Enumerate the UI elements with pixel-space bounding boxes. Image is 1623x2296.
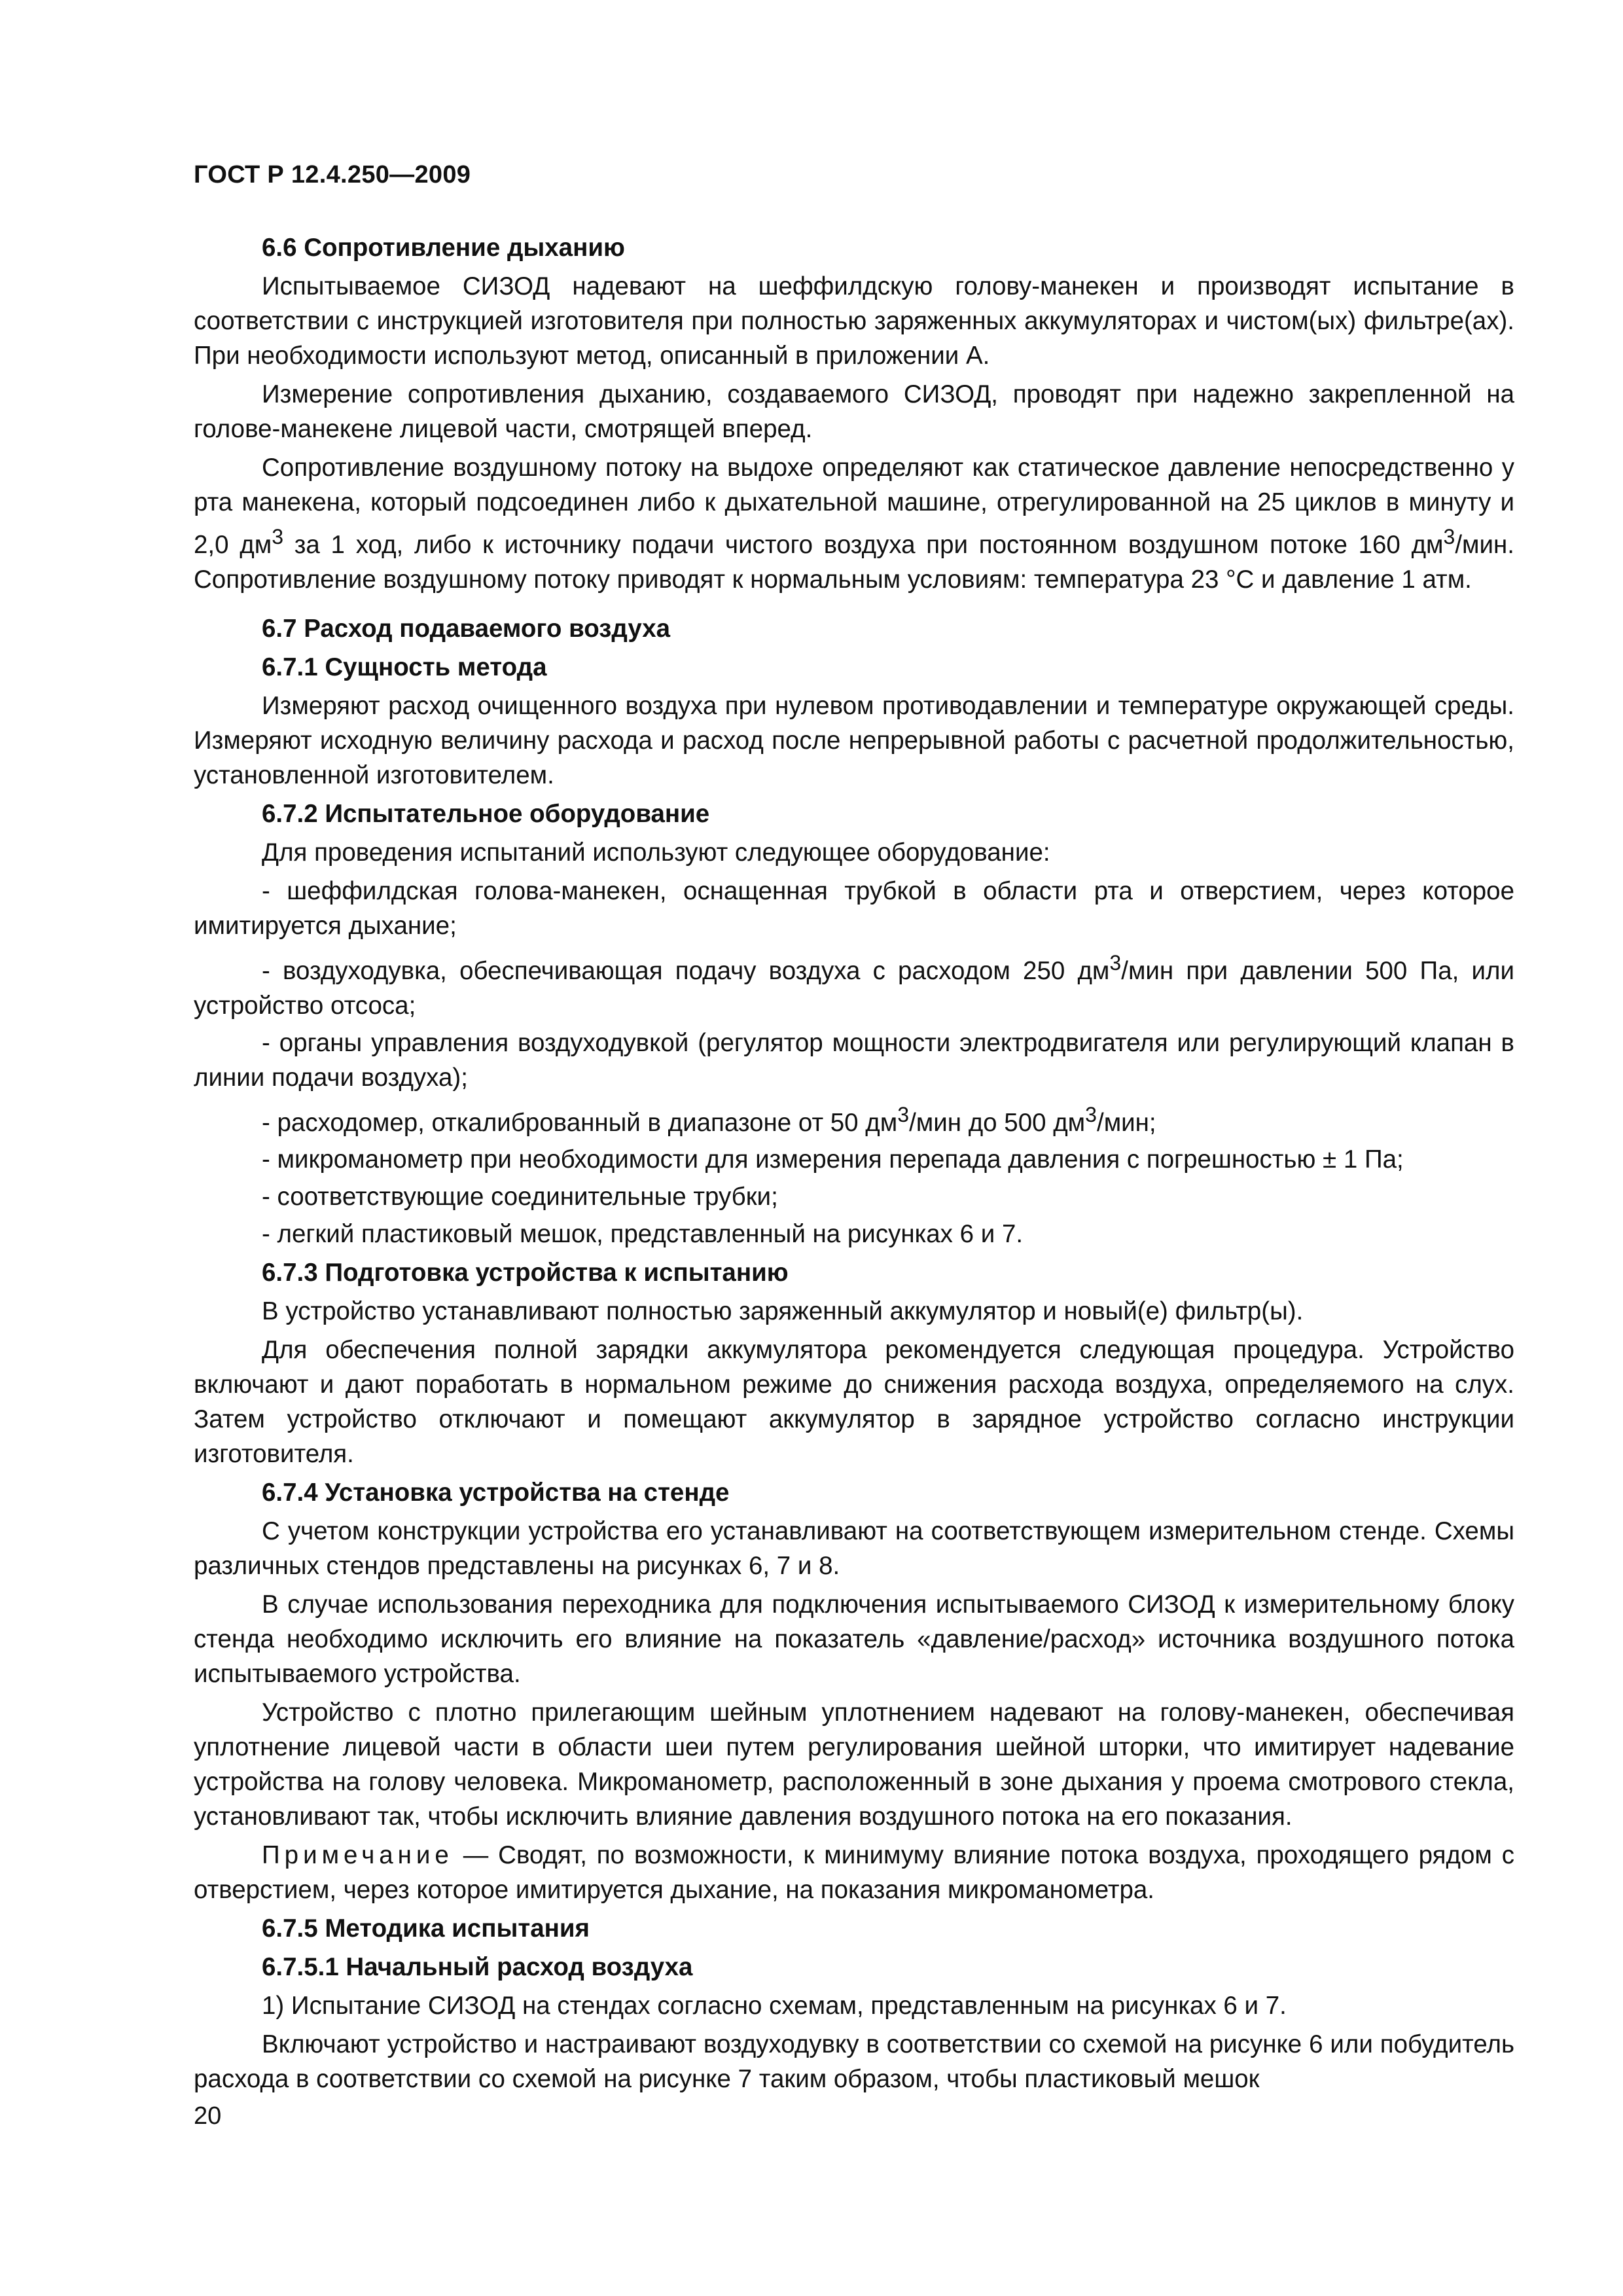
subsection-heading-6-7-3: 6.7.3 Подготовка устройства к испытанию [262, 1259, 789, 1287]
paragraph: Испытываемое СИЗОД надевают на шеффилдскую голову-манекен и производят испытание в соответствии с инструкцией изготовителя при полностью заряженных аккумуляторах и чистом(ых) фильтре(ах). При необходимости используют метод, описанный в приложении А. [194, 272, 1514, 370]
text-run: /мин при давлении 500 Па, или устройство отсоса; [194, 956, 1514, 1020]
superscript: 3 [272, 525, 284, 548]
superscript: 3 [1109, 950, 1122, 975]
text-run: за 1 ход, либо к источнику подачи чистого воздуха при постоянном воздушном потоке 160 дм [283, 530, 1444, 559]
section-heading-6-7: 6.7 Расход подаваемого воздуха [262, 614, 671, 643]
text-run: /мин; [1097, 1108, 1156, 1137]
section-heading-6-6: 6.6 Сопротивление дыханию [262, 234, 625, 262]
subsection-heading-6-7-1: 6.7.1 Сущность метода [262, 653, 547, 681]
subsection-heading-6-7-2: 6.7.2 Испытательное оборудование [262, 799, 710, 828]
text-run: - воздуходувка, обеспечивающая подачу воздуха с расходом 250 дм [262, 956, 1110, 985]
superscript: 3 [1085, 1102, 1097, 1126]
list-item: - органы управления воздуходувкой (регулятор мощности электродвигателя или регулирующий клапан в линии подачи воздуха); [194, 1028, 1514, 1092]
text-run: /мин. Сопротивление воздушному потоку приводят к нормальным условиям: температура 23 °С и давление 1 атм. [194, 530, 1514, 594]
paragraph: Измерение сопротивления дыханию, создаваемого СИЗОД, проводят при надежно закрепленной на голове-манекене лицевой части, смотрящей вперед. [194, 380, 1514, 443]
running-header: ГОСТ Р 12.4.250—2009 [194, 161, 471, 188]
paragraph [194, 450, 1514, 597]
list-item: - соответствующие соединительные трубки; [262, 1183, 778, 1211]
paragraph: С учетом конструкции устройства его устанавливают на соответствующем измерительном стенде. Схемы различных стендов представлены на рисунках 6, 7 и 8. [194, 1517, 1514, 1581]
text-run: Сопротивление воздушному потоку на выдохе определяют как статическое давление непосредственно у рта манекена, который подсоединен либо к дыхательной машине, отрегулированной на 25 циклов в минуту и 2,0 дм [194, 454, 1514, 559]
text-run: /мин до 500 дм [909, 1108, 1086, 1137]
paragraph: Измеряют расход очищенного воздуха при нулевом противодавлении и температуре окружающей среды. Измеряют исходную величину расхода и расход после непрерывной работы с расчетной продолжительностью, установленной изготовителем. [194, 691, 1514, 789]
list-item [194, 946, 1514, 1023]
paragraph: В случае использования переходника для подключения испытываемого СИЗОД к измерительному блоку стенда необходимо исключить его влияние на показатель «давление/расход» источника воздушного потока испытываемого устройства. [194, 1590, 1514, 1689]
note-text: — Сводят, по возможности, к минимуму влияние потока воздуха, проходящего рядом с отверстием, через которое имитируется дыхание, на показания микроманометра. [194, 1841, 1514, 1905]
page-content [194, 230, 1514, 2100]
note-label: Примечание [262, 1841, 454, 1870]
text-run: - расходомер, откалиброванный в диапазоне от 50 дм [262, 1108, 898, 1137]
note [194, 1838, 1514, 1907]
list-item [194, 1098, 1514, 1140]
page-number: 20 [194, 2102, 222, 2130]
subsection-heading-6-7-5: 6.7.5 Методика испытания [262, 1914, 590, 1943]
list-item: - микроманометр при необходимости для измерения перепада давления с погрешностью ± 1 Па; [262, 1145, 1404, 1174]
paragraph: Включают устройство и настраивают воздуходувку в соответствии со схемой на рисунке 6 или побудитель расхода в соответствии со схемой на рисунке 7 таким образом, чтобы пластиковый мешок [194, 2030, 1514, 2094]
paragraph: В устройство устанавливают полностью заряженный аккумулятор и новый(е) фильтр(ы). [262, 1297, 1304, 1326]
paragraph: Для проведения испытаний используют следующее оборудование: [262, 838, 1050, 867]
paragraph: Устройство с плотно прилегающим шейным уплотнением надевают на голову-манекен, обеспечивая уплотнение лицевой части в области шеи путем регулирования шейной шторки, что имитирует надевание устройства на голову человека. Микроманометр, расположенный в зоне дыхания у проема смотрового стекла, установливают так, чтобы исключить влияние давления воздушного потока на его показания. [194, 1698, 1514, 1831]
list-item: - легкий пластиковый мешок, представленный на рисунках 6 и 7. [262, 1220, 1024, 1249]
superscript: 3 [897, 1102, 910, 1126]
subsection-heading-6-7-4: 6.7.4 Установка устройства на стенде [262, 1479, 730, 1507]
superscript: 3 [1443, 525, 1455, 548]
paragraph: Для обеспечения полной зарядки аккумулятора рекомендуется следующая процедура. Устройство включают и дают поработать в нормальном режиме до снижения расхода воздуха, определяемого на слух. Затем устройство отключают и помещают аккумулятор в зарядное устройство согласно инструкции изготовителя. [194, 1336, 1514, 1469]
subsection-heading-6-7-5-1: 6.7.5.1 Начальный расход воздуха [262, 1953, 693, 1982]
list-item: - шеффилдская голова-манекен, оснащенная трубкой в области рта и отверстием, через которое имитируется дыхание; [194, 876, 1514, 940]
paragraph: 1) Испытание СИЗОД на стендах согласно схемам, представленным на рисунках 6 и 7. [262, 1992, 1287, 2020]
